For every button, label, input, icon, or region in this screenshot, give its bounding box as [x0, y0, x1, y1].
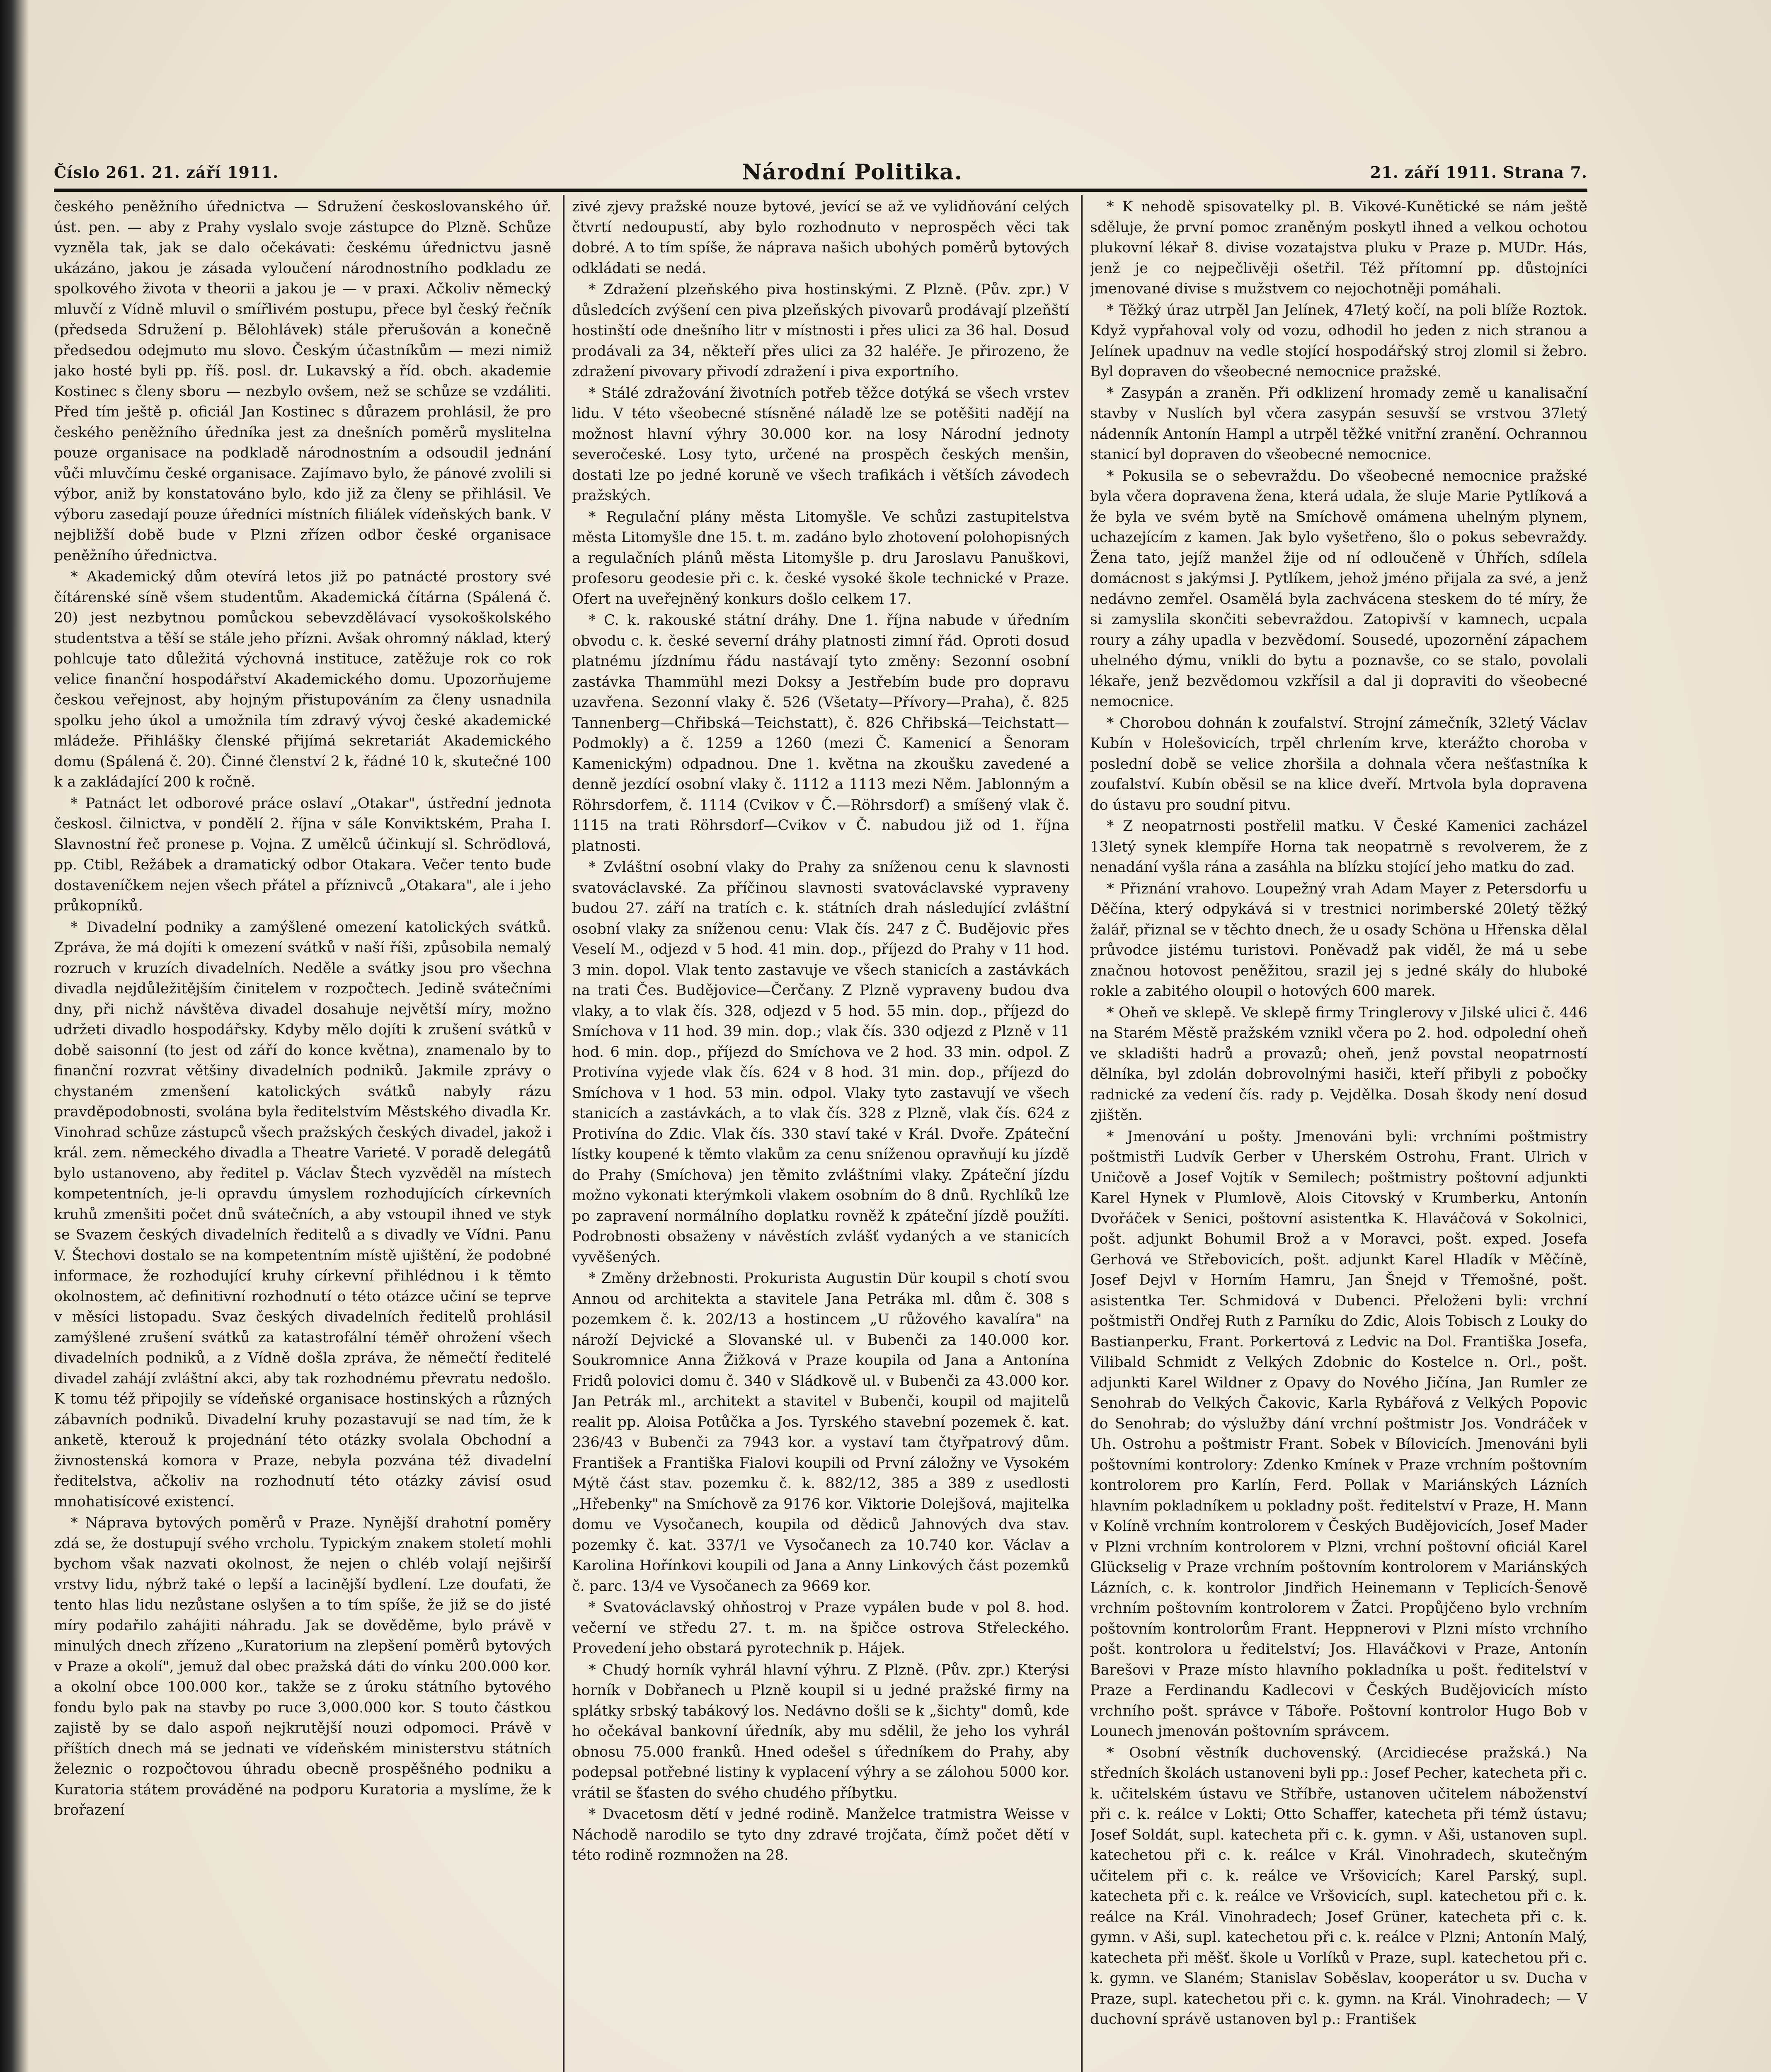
issue-number: Číslo 261. 21. září 1911. — [54, 163, 279, 182]
masthead-title: Národní Politika. — [742, 160, 963, 185]
article-paragraph: * Osobní věstník duchovenský. (Arcidiecése pražská.) Na středních školách ustanoveni byli pp.: Josef Pecher, katecheta při c. k. učitelském ústavu ve Stříbře, ustanoven učitelem náboženství při c. k. reálce v Lokti; Otto Schaffer, katecheta při témž ústavu; Josef Soldát, supl. katecheta při c. k. gymn. v Aši, ustanoven supl. katechetou při c. k. reálce v Král. Vinohradech, skutečným učitelem při c. k. reálce ve Vršovicích; Karel Parský, supl. katecheta při c. k. reálce ve Vršovicích, supl. katechetou při c. k. reálce na Král. Vinohradech; Josef Grüner, katecheta při c. k. gymn. v Aši, supl. katechetou při c. k. reálce v Plzni; Antonín Malý, katecheta při měšť. škole u Vorlíků v Praze, supl. katechetou při c. k. gymn. ve Slaném; Stanislav Soběslav, kooperátor u sv. Ducha v Praze, supl. katechetou při c. k. gymn. na Král. Vinohradech; — V duchovní správě ustanoven byl p.: František — [1090, 1744, 1587, 2028]
article-paragraph: zivé zjevy pražské nouze bytové, jevící se až ve vylidňování celých čtvrtí nedoupustí, aby bylo rozhodnuto v neprospěch věci tak dobré. A to tím spíše, že náprava našich ubohých poměrů bytových odkládati se nedá. — [572, 198, 1069, 277]
article-paragraph: * Patnáct let odborové práce oslaví „Otakar", ústřední jednota českosl. čilnictva, v pondělí 2. října v sále Konviktském, Praha I. Slavnostní řeč pronese p. Vojna. Z umělců účinkují sl. Schrödlová, pp. Ctibl, Režábek a dramatický odbor Otakara. Večer tento bude dostaveníčkem nejen všech přátel a příznivců „Otakara", ale i jeho průkopníků. — [54, 795, 551, 914]
article-paragraph: * Chudý horník vyhrál hlavní výhru. Z Plzně. (Pův. zpr.) Kterýsi horník v Dobřanech u Plzně koupil si u jedné pražské firmy na splátky srbský tabákový los. Nedávno došli se k „šichty" domů, kde ho očekával bankovní úředník, aby mu sdělil, že jeho los vyhrál obnosu 75.000 franků. Hned odešel s úředníkem do Prahy, aby podepsal potřebné listiny k vyplacení výhry a se zálohou 5000 kor. vrátil se šťasten do svého chudého příbytku. — [572, 1661, 1069, 1801]
scan-shadow — [0, 0, 29, 2072]
article-paragraph: * Dvacetosm dětí v jedné rodině. Manželce tratmistra Weisse v Náchodě narodilo se tyto dny zdravé trojčata, čímž počet dětí v této rodině rozmnožen na 28. — [572, 1806, 1069, 1864]
article-paragraph: * C. k. rakouské státní dráhy. Dne 1. října nabude v úředním obvodu c. k. české severní dráhy platnosti zimní řád. Oproti dosud platnému jízdnímu řádu nastávají tyto změny: Sezonní osobní zastávka Thammühl mezi Doksy a Jestřebím bude pro dopravu uzavřena. Sezonní vlaky č. 526 (Všetaty—Přívory—Praha), č. 825 Tannenberg—Chřibská—Teichstatt), č. 826 Chřibská—Teichstatt—Podmokly) a č. 1259 a 1260 (mezi Č. Kamenicí a Šenoram Kamenickým) odpadnou. Dne 1. května na zkoušku zavedené a denně jezdící osobní vlaky č. 1112 a 1113 mezi Něm. Jablonným a Röhrsdorfem, č. 1114 (Cvikov v Č.—Röhrsdorf) a smíšený vlak č. 1115 na trati Röhrsdorf—Cvikov v Č. nabudou již od 1. října platnosti. — [572, 612, 1069, 854]
article-paragraph: * Náprava bytových poměrů v Praze. Nynější drahotní poměry zdá se, že dostupují svého vrcholu. Typickým znakem století mohli bychom však nazvati okolnost, že nejen o chléb volají nejširší vrstvy lidu, nýbrž také o lepší a lacinější bydlení. Lze doufati, že tento hlas lidu nezůstane oslyšen a to tím spíše, že již se do jisté míry podařilo zahájiti náhradu. Jak se dověděme, bylo právě v minulých dnech zřízeno „Kuratorium na zlepšení poměrů bytových v Praze a okolí", jemuž dal obec pražská dáti do vínku 200.000 kor. a okolní obce 100.000 kor., takže se z úroku státního bytového fondu bylo pak na stavby po ruce 3,000.000 kor. S touto částkou zajistě by se dalo aspoň nejkrutější nouzi odpomoci. Právě v příštích dnech má se jednati ve vídeňském ministerstvu státních železnic o rozpočtovou úhradu obecně prospěšného podniku a Kuratoria státem prováděné na podporu Kuratoria a myslíme, že k brořazení — [54, 1515, 551, 1818]
article-paragraph: * Změny držebnosti. Prokurista Augustin Dür koupil s chotí svou Annou od architekta a stavitele Jana Petráka ml. dům č. 308 s pozemkem č. k. 202/13 a hostincem „U růžového kavalíra" na nároží Dejvické a Slovanské ul. v Bubenči za 140.000 kor. Soukromnice Anna Žižková v Praze koupila od Jana a Antonína Fridů polovici domu č. 340 v Sládkově ul. v Bubenči za 43.000 kor. Jan Petrák ml., architekt a stavitel v Bubenči, koupil od majitelů realit pp. Aloisa Potůčka a Jos. Tyrského stavební pozemek č. kat. 236/43 v Bubenči za 7943 kor. a vystaví tam čtyřpatrový dům. František a Františka Fialovi koupili od První záložny ve Vysokém Mýtě část stav. pozemku č. k. 882/12, 385 a 389 z usedlosti „Hřebenky" na Smíchově za 9176 kor. Viktorie Dolejšová, majitelka domu ve Vysočanech, koupila od dědiců Jahnových dva stav. pozemky č. kat. 337/1 ve Vysočanech za 10.740 kor. Václav a Karolina Hořínkovi koupili od Jana a Anny Linkových část pozemků č. parc. 13/4 ve Vysočanech za 9669 kor. — [572, 1270, 1069, 1595]
article-paragraph: * Jmenování u pošty. Jmenováni byli: vrchními poštmistry poštmistři Ludvík Gerber v Uherském Ostrohu, Frant. Ulrich v Uničově a Josef Vojtík v Semilech; poštmistry poštovní adjunkti Karel Hynek v Plumlově, Alois Citovský v Krumberku, Antonín Dvořáček v Senici, poštovní asistentka K. Hlaváčová v Sokolnici, pošt. adjunkt Bohumil Brož a v Moravci, pošt. exped. Josefa Gerhová ve Střebovicích, pošt. adjunkt Karel Hladík v Měčíně, Josef Dejvl v Horním Hamru, Jan Šnejd v Třemošné, pošt. asistentka Ter. Schmidová v Dubenci. Přeloženi byli: vrchní poštmistři Ondřej Ruth z Parníku do Zdic, Alois Tobisch z Louky do Bastianperku, Frant. Porkertová z Ledvic na Dol. Františka Josefa, Vilibald Schmidt z Velkých Zdobnic do Kostelce n. Orl., pošt. adjunkti Karel Wildner z Opavy do Nového Jičína, Jan Rumler ze Senohrab do Velkých Čakovic, Karla Rybářová z Velkých Popovic do Senohrab; do výslužby dání vrchní poštmistr Jos. Vondráček v Uh. Ostrohu a poštmistr Frant. Sobek v Bílovicích. Jmenováni byli poštovními kontrolory: Zdenko Kmínek v Praze vrchním poštovním kontrolorem pro Karlín, Ferd. Pollak v Mariánských Lázních hlavním pokladníkem u pokladny pošt. ředitelství v Praze, H. Mann v Kolíně vrchním kontrolorem v Českých Budějovicích, Josef Mader v Plzni vrchním kontrolorem v Plzni, vrchní poštovní oficiál Karel Glückselig v Praze vrchním poštovním kontrolorem v Mariánských Lázních, c. k. kontrolor Jindřich Heinemann v Teplicích-Šenově vrchním poštovním kontrolorem v Žatci. Propůjčeno bylo vrchním poštovním kontrolorům Frant. Heppnerovi v Plzni místo vrchního pošt. kontrolora u ředitelství; Jos. Hlaváčkovi v Praze, Antonín Barešovi v Praze místo hlavního pokladníka u pošt. ředitelství v Praze a Ferdinandu Kadlecovi v Českých Budějovicích místo vrchního pošt. správce v Táboře. Poštovní kontrolor Hugo Bob v Lounech jmenován poštovním správcem. — [1090, 1128, 1587, 1740]
article-paragraph: * Pokusila se o sebevraždu. Do všeobecné nemocnice pražské byla včera dopravena žena, která udala, že sluje Marie Pytlíková a že byla ve svém bytě na Smíchově omámena uhelným plynem, uchazejícím z kamen. Jak bylo vyšetřeno, šlo o pokus sebevraždy. Žena tato, jejíž manžel žije od ní odloučeně v Úhřích, sdílela domácnost s jakýmsi J. Pytlíkem, jehož jméno přijala za své, a jenž nedávno zemřel. Osamělá byla zachvácena steskem do té míry, že si zamyslila skončiti sebevraždou. Zatopivší v kamnech, ucpala roury a záhy upadla v bezvědomí. Sousedé, upozornění zápachem uhelného dýmu, vnikli do bytu a poznavše, co se stalo, povolali lékaře, jenž bezvědomou vzkřísil a dal ji dopraviti do všeobecné nemocnice. — [1090, 467, 1587, 710]
page-date-number: 21. září 1911. Strana 7. — [1370, 163, 1587, 182]
page-header — [54, 160, 1587, 184]
article-paragraph: * Z neopatrnosti postřelil matku. V České Kamenici zacházel 13letý synek klempíře Horna tak neopatrně s revolverem, že z nenadání vyšla rána a zasáhla na blízku stojící jeho matku do zad. — [1090, 818, 1587, 876]
article-paragraph: * Regulační plány města Litomyšle. Ve schůzi zastupitelstva města Litomyšle dne 15. t. m. zadáno bylo zhotovení polohopisných a regulačních plánů města Litomyšle p. dru Jaroslavu Panuškovi, profesoru geodesie při c. k. české vysoké škole technické v Praze. Ofert na uveřejněný konkurs došlo celkem 17. — [572, 508, 1069, 608]
article-column-1 — [54, 197, 551, 2072]
article-paragraph: * Zdražení plzeňského piva hostinskými. Z Plzně. (Pův. zpr.) V důsledcích zvýšení cen piva plzeňských pivovarů prodávají plzeňští hostinští ode dnešního litr v místnosti i přes ulici za 36 hal. Dosud prodávali za 34, někteří přes ulici za 32 haléře. Je přirozeno, že zdražení pivovary přivodí zdražení i piva exportního. — [572, 281, 1069, 380]
article-paragraph: * Zasypán a zraněn. Při odklizení hromady země u kanalisační stavby v Nuslích byl včera zasypán sesuvší se vrstvou 37letý nádenník Antonín Hampl a utrpěl těžké vnitřní zranění. Ochrannou stanicí byl dopraven do všeobecné nemocnice. — [1090, 385, 1587, 463]
article-column-3 — [1090, 197, 1587, 2072]
article-paragraph: * Akademický dům otevírá letos již po patnácté prostory své čítárenské síně všem studentům. Akademická čítárna (Spálená č. 20) jest nezbytnou pomůckou sebevzdělávací vysokoškolského studentstva a těší se stále jeho přízni. Avšak ohromný náklad, který pohlcuje tato důležitá výchovná instituce, zatěžuje rok co rok velice finanční hospodářství Akademického domu. Upozorňujeme českou veřejnost, aby hojným přistupováním za členy usnadnila spolku jeho úkol a umožnila tím zdravý vývoj české akademické mládeže. Přihlášky členské přijímá sekretariát Akademického domu (Spálená č. 20). Činné členství 2 k, řádné 10 k, skutečné 100 k a zakládající 200 k ročně. — [54, 569, 551, 790]
article-paragraph: * Svatováclavský ohňostroj v Praze vypálen bude v pol 8. hod. večerní ve středu 27. t. m. na špičce ostrova Střeleckého. Provedení jeho obstará pyrotechnik p. Hájek. — [572, 1599, 1069, 1657]
article-paragraph: * Těžký úraz utrpěl Jan Jelínek, 47letý kočí, na poli blíže Roztok. Když vypřahoval voly od vozu, odhodil ho jeden z nich stranou a Jelínek upadnuv na vedle stojící hospodářský stroj zlomil si žebro. Byl dopraven do všeobecné nemocnice pražské. — [1090, 302, 1587, 380]
header-rule — [54, 189, 1587, 192]
article-paragraph: * Oheň ve sklepě. Ve sklepě firmy Tringlerovy v Jilské ulici č. 446 na Starém Městě pražském vznikl včera po 2. hod. odpolední oheň ve skladišti hadrů a provazů; oheň, jenž povstal neopatrností dělníka, byl zdolán dobrovolnými hasiči, kteří přibyli z pobočky radnické za vedení čís. rady p. Vejdělka. Dosah škody není dosud zjištěn. — [1090, 1004, 1587, 1123]
article-paragraph: * Přiznání vrahovo. Loupežný vrah Adam Mayer z Petersdorfu u Děčína, který odpykává si v trestnici norimberské 20letý těžký žalář, přiznal se v těchto dnech, že u osady Schöna u Hřenska dělal průvodce jistému turistovi. Poněvadž pak viděl, že má u sebe značnou hotovost peněžitou, srazil jej s jedné skály do hluboké rokle a zabitého oloupil o hotových 600 marek. — [1090, 880, 1587, 1000]
article-paragraph: * Zvláštní osobní vlaky do Prahy za sníženou cenu k slavnosti svatováclavské. Za příčinou slavnosti svatováclavské vypraveny budou 27. září na tratích c. k. státních drah následující zvláštní osobní vlaky za sníženou cenu: Vlak čís. 247 z Č. Budějovic přes Veselí M., odjezd v 5 hod. 41 min. dop., příjezd do Prahy v 11 hod. 3 min. dopol. Vlak tento zastavuje ve všech stanicích a zastávkách na trati Čes. Budějovice—Čerčany. Z Plzně vypraveny budou dva vlaky, a to vlak čís. 328, odjezd v 5 hod. 55 min. dop., příjezd do Smíchova v 11 hod. 39 min. dop.; vlak čís. 330 odjezd z Plzně v 11 hod. 6 min. dop., příjezd do Smíchova ve 2 hod. 33 min. odpol. Z Protivína vyjede vlak čís. 624 v 8 hod. 31 min. dop., příjezd do Smíchova v 1 hod. 53 min. odpol. Vlaky tyto zastavují ve všech stanicích a zastávkách, a to vlak čís. 328 z Plzně, vlak čís. 624 z Protivína do Zdic. Vlak čís. 330 staví také v Král. Dvoře. Zpáteční lístky koupené k těmto vlakům za cenu sníženou opravňují ku jízdě do Prahy (Smíchova) jen těmito zvláštními vlaky. Zpáteční jízdu možno vykonati kterýmkoli vlakem osobním do 8 dnů. Rychlíků lze po zapravení normálního doplatku rovněž k zpáteční jízdě použíti. Podrobnosti obsaženy v návěstích zvlášť vydaných a ve stanicích vyvěšených. — [572, 859, 1069, 1266]
article-paragraph: českého peněžního úřednictva — Sdružení českoslovanského úř. úst. pen. — aby z Prahy vyslalo svoje zástupce do Plzně. Schůze vyzněla tak, jak se dalo očekávati: českému úřednictvu jasně ukázáno, jakou je zásada vyloučení národnostního podkladu ze spolkového života v theorii a jakou je — v praxi. Ačkoliv německý mluvčí z Vídně mluvil o smířlivém postupu, přece byl český řečník (předseda Sdružení p. Bělohlávek) stále přerušován a konečně předsedou odejmuto mu slovo. Českým účastníkům — mezi nimiž jako hosté byli pp. říš. posl. dr. Lukavský a říd. obch. akademie Kostinec s členy sboru — nezbylo ovšem, než se schůze se vzdáliti. Před tím ještě p. oficiál Jan Kostinec s důrazem prohlásil, že pro českého peněžního úředníka jest za dnešních poměrů myslitelna pouze organisace na podkladě národnostním a odsoudil jednání vůči mluvčímu české organisace. Zajímavo bylo, že pánové zvolili si výbor, aniž by konstatováno bylo, kdo již za členy se přihlásil. Ve výboru zasedají pouze úředníci místních filiálek vídeňských bank. V nejbližší době bude v Plzni zřízen odbor české organisace peněžního úřednictva. — [54, 198, 551, 564]
article-paragraph: * Chorobou dohnán k zoufalství. Strojní zámečník, 32letý Václav Kubín v Holešovicích, trpěl chrlením krve, kterážto choroba v poslední době se velice zhoršila a dohnala včera nešťastníka k zoufalství. Kubín oběsil se na klice dveří. Mrtvola byla dopravena do ústavu pro soudní pitvu. — [1090, 714, 1587, 813]
column-divider — [1081, 195, 1083, 2072]
article-column-2 — [572, 197, 1069, 2072]
article-paragraph: * Stálé zdražování životních potřeb těžce dotýká se všech vrstev lidu. V této všeobecné stísněné náladě lze se potěšiti nadějí na možnost hlavní výhry 30.000 kor. na losy Národní jednoty severočeské. Losy tyto, určené na prospěch českých menšin, dostati lze po jedné koruně ve všech trafikách i větších závodech pražských. — [572, 385, 1069, 504]
article-paragraph: * K nehodě spisovatelky pl. B. Vikové-Kunětické se nám ještě sděluje, že první pomoc zraněným poskytl ihned a velkou ochotou plukovní lékař 8. divise vozatajstva pluku v Praze p. MUDr. Hás, jenž je co nejpečlivěji ošetřil. Též přítomní pp. důstojníci jmenované divise s mužstvem co nejochotněji pomáhali. — [1090, 198, 1587, 297]
article-paragraph: * Divadelní podniky a zamýšlené omezení katolických svátků. Zpráva, že má dojíti k omezení svátků v naší říši, způsobila nemalý rozruch v kruzích divadelních. Neděle a svátky jsou pro všechna divadla nejdůležitějším činitelem v rozpočtech. Jedině svátečními dny, při nichž návštěva divadel dosahuje největší míry, možno udržeti divadlo hospodářsky. Kdyby mělo dojíti k zrušení svátků v době saisonní (to jest od září do konce května), znamenalo by to finanční rozvrat většiny divadelních podniků. Jakmile zprávy o chystaném zmenšení katolických svátků nabyly rázu pravděpodobnosti, svolána byla ředitelstvím Městského divadla Kr. Vinohrad schůze zástupců všech pražských českých divadel, jakož i král. zem. německého divadla a Theatre Varieté. V poradě delegátů bylo ustanoveno, aby ředitel p. Václav Štech vyzvěděl na místech kompetentních, je-li opravdu úmyslem rozhodujících církevních kruhů zmenšiti počet dnů svátečních, a aby vstoupil ihned ve styk se Svazem českých divadelních ředitelů a s divadly ve Vídni. Panu V. Štechovi dostalo se na kompetentním místě ujištění, že podobné informace, že rozhodující kruhy církevní přihlédnou i k těmto okolnostem, ač definitivní rozhodnutí o této otázce učiní se teprve v měsíci listopadu. Svaz českých divadelních ředitelů prohlásil zamýšlené zrušení svátků za katastrofální téměř ohrožení všech divadelních podniků, a z Vídně došla zpráva, že němečtí ředitelé divadel zahájí zvláštní akci, aby tak rozhodnému převratu nedošlo. K tomu též připojily se vídeňské organisace hostinských a různých zábavních podniků. Divadelní kruhy pozastavují se nad tím, že k anketě, kterouž k projednání této otázky svolala Obchodní a živnostenská komora v Praze, nebyla pozvána též divadelní ředitelstva, ačkoliv na rozhodnutí této otázky závisí osud mnohatisícové existencí. — [54, 919, 551, 1510]
column-divider — [563, 195, 564, 2072]
